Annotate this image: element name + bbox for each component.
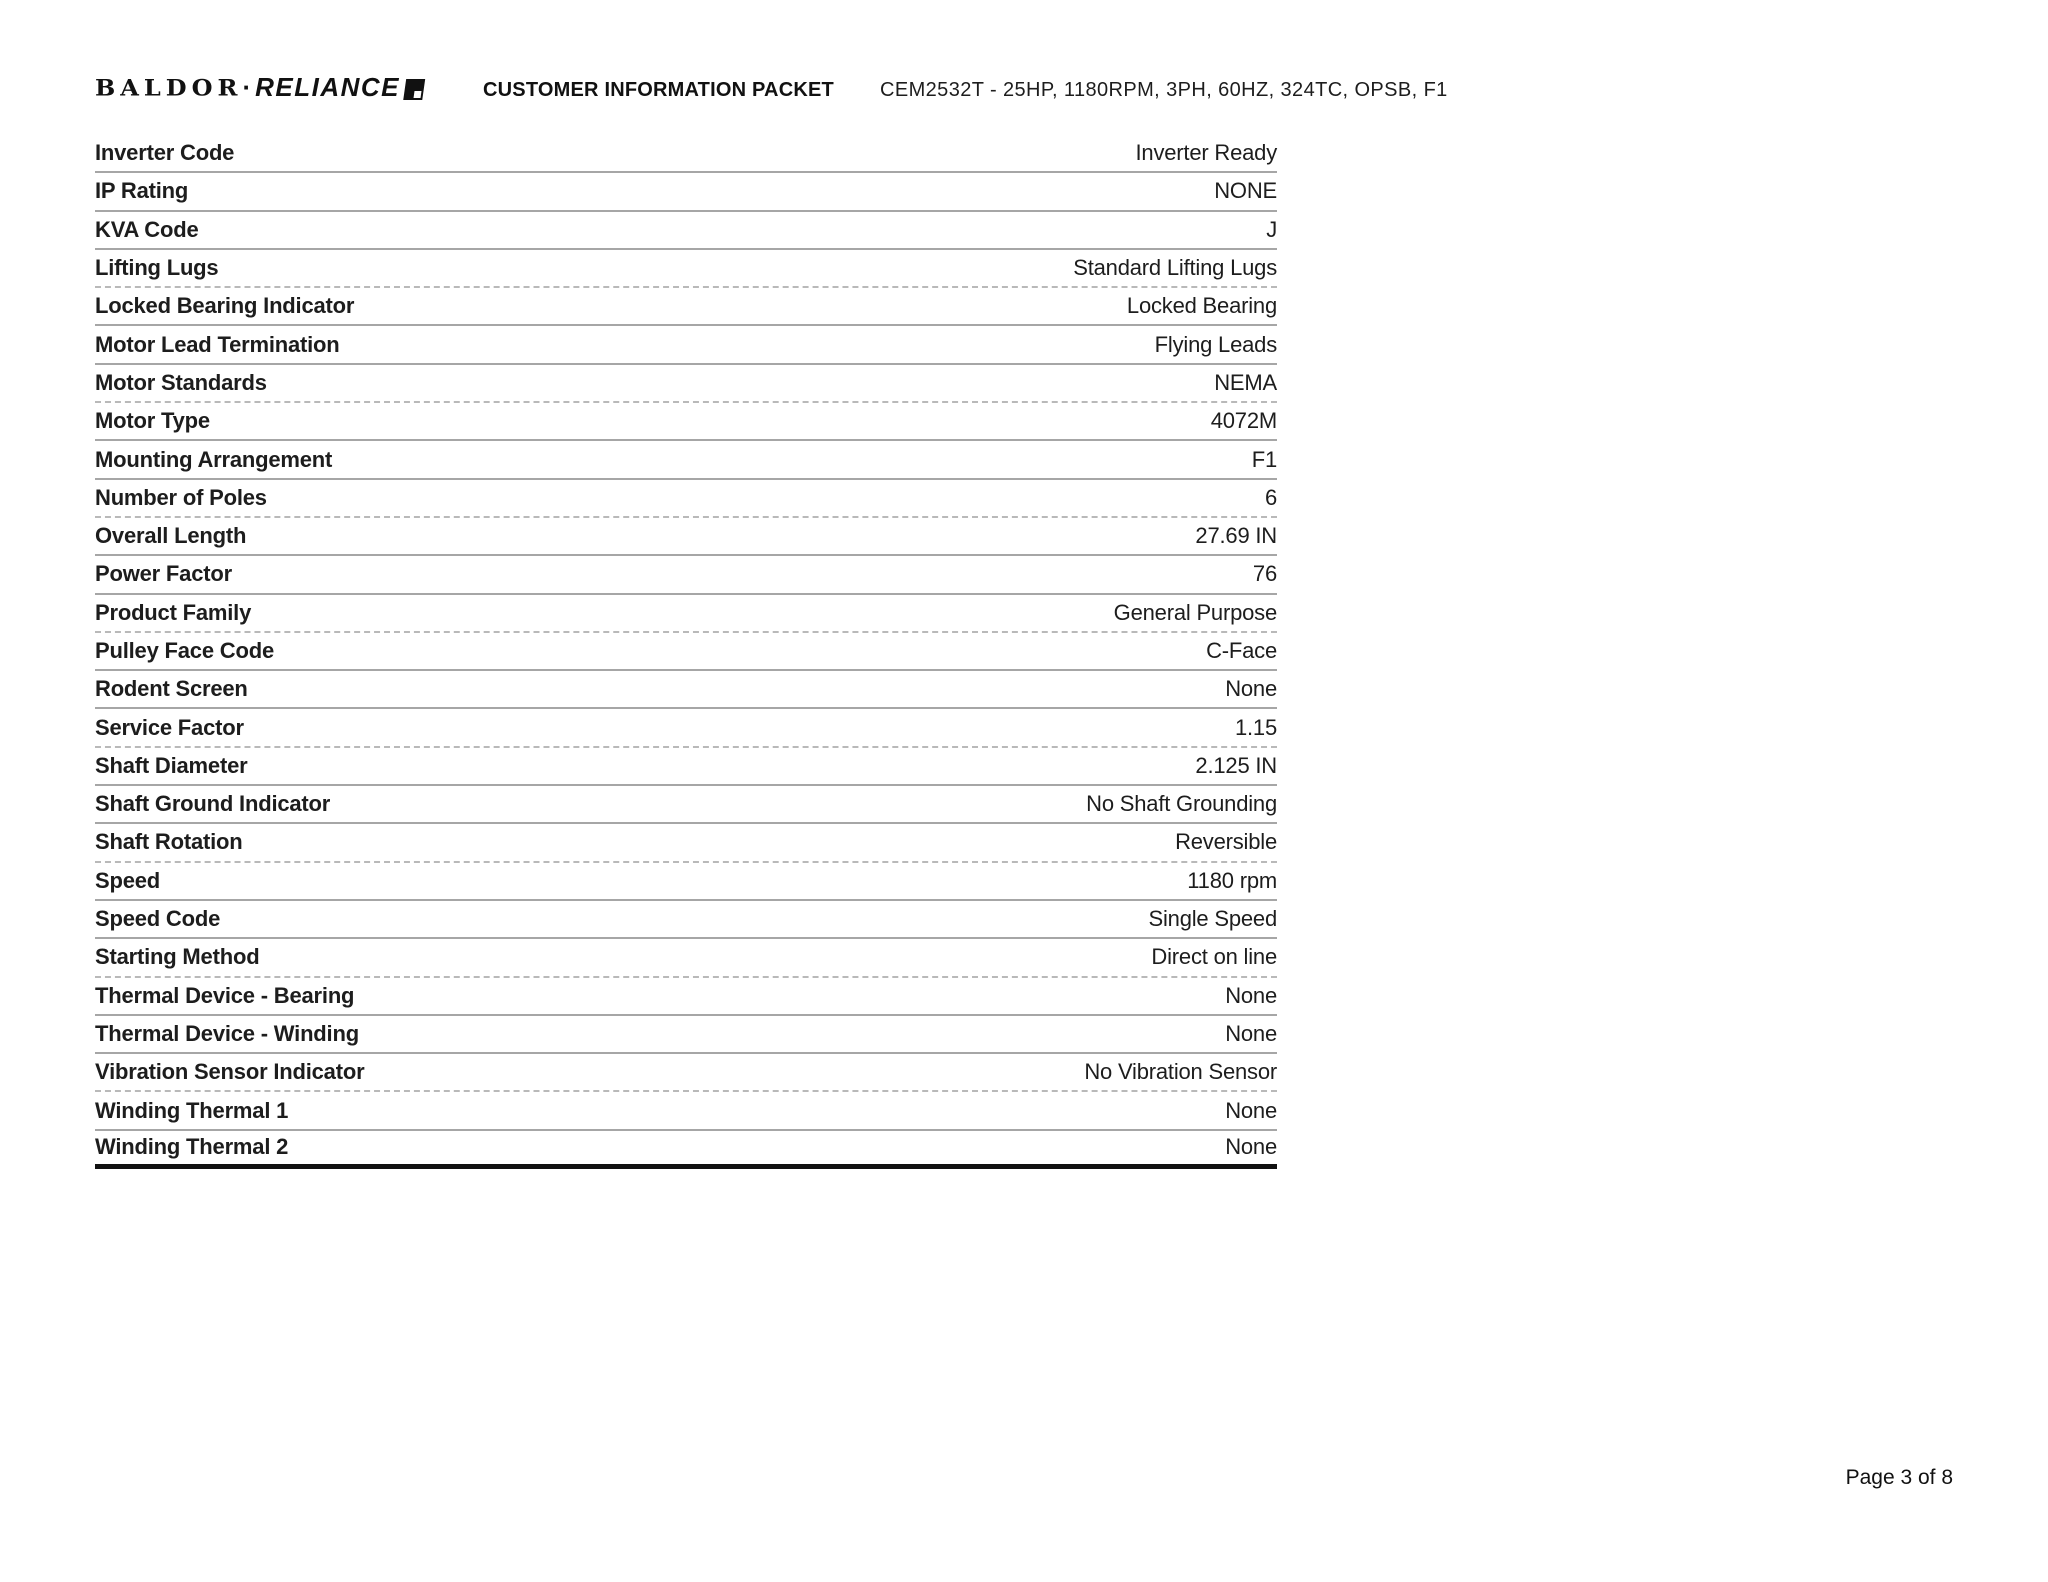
spec-value: No Shaft Grounding	[1086, 791, 1277, 817]
spec-value: 4072M	[1210, 408, 1277, 434]
spec-row	[95, 824, 1277, 862]
spec-label: Shaft Diameter	[95, 752, 248, 778]
spec-label: Rodent Screen	[95, 676, 248, 702]
spec-row	[95, 633, 1277, 671]
spec-label: Thermal Device - Bearing	[95, 982, 355, 1008]
spec-row	[95, 939, 1277, 977]
spec-label: KVA Code	[95, 216, 199, 242]
spec-label: Motor Standards	[95, 369, 267, 395]
spec-label: Motor Lead Termination	[95, 331, 340, 357]
spec-row	[95, 709, 1277, 747]
spec-row	[95, 1131, 1277, 1169]
spec-row	[95, 173, 1277, 211]
spec-label: Locked Bearing Indicator	[95, 293, 355, 319]
spec-label: Winding Thermal 1	[95, 1097, 289, 1123]
spec-value: No Vibration Sensor	[1084, 1059, 1277, 1085]
spec-value: C-Face	[1206, 638, 1277, 663]
packet-title: CUSTOMER INFORMATION PACKET	[483, 79, 834, 101]
spec-row	[95, 212, 1277, 250]
spec-label: Lifting Lugs	[95, 255, 219, 281]
spec-row	[95, 288, 1277, 326]
spec-value: 1180 rpm	[1187, 867, 1277, 893]
spec-row	[95, 135, 1277, 173]
spec-row	[95, 1054, 1277, 1092]
spec-value: NEMA	[1214, 369, 1277, 395]
spec-label: Inverter Code	[95, 140, 235, 166]
spec-value: 2.125 IN	[1195, 752, 1277, 778]
logo-separator-dot: ·	[242, 72, 252, 102]
spec-label: Shaft Rotation	[95, 829, 243, 855]
spec-value: Flying Leads	[1154, 331, 1277, 357]
spec-label: Number of Poles	[95, 484, 267, 510]
page-number: Page 3 of 8	[1845, 1466, 1953, 1489]
spec-row	[95, 595, 1277, 633]
spec-label: IP Rating	[95, 178, 189, 204]
spec-value: Standard Lifting Lugs	[1073, 255, 1277, 281]
spec-row	[95, 365, 1277, 403]
spec-value: 27.69 IN	[1195, 523, 1277, 549]
spec-label: Mounting Arrangement	[95, 446, 333, 472]
spec-label: Vibration Sensor Indicator	[95, 1059, 365, 1085]
spec-value: Inverter Ready	[1135, 140, 1277, 166]
spec-value: NONE	[1214, 178, 1277, 204]
spec-label: Winding Thermal 2	[95, 1134, 289, 1160]
spec-row	[95, 748, 1277, 786]
spec-value: Single Speed	[1148, 906, 1277, 932]
spec-row	[95, 403, 1277, 441]
spec-value: None	[1225, 982, 1277, 1008]
spec-row	[95, 250, 1277, 288]
spec-value: 6	[1264, 484, 1277, 510]
baldor-reliance-logo	[95, 72, 424, 103]
spec-label: Starting Method	[95, 944, 260, 970]
spec-row	[95, 441, 1277, 479]
reliance-registered-mark-icon	[403, 79, 425, 100]
spec-row	[95, 556, 1277, 594]
spec-row	[95, 1092, 1277, 1130]
spec-label: Speed Code	[95, 906, 221, 932]
spec-value: F1	[1251, 446, 1277, 472]
spec-value: Locked Bearing	[1126, 293, 1277, 319]
spec-value: None	[1225, 676, 1277, 702]
spec-row	[95, 863, 1277, 901]
spec-row	[95, 480, 1277, 518]
spec-value: None	[1225, 1134, 1277, 1160]
spec-value: Reversible	[1175, 829, 1277, 855]
spec-value: None	[1225, 1097, 1277, 1123]
logo-baldor-text: BALDOR	[95, 73, 243, 102]
spec-label: Motor Type	[95, 408, 210, 434]
spec-label: Pulley Face Code	[95, 638, 274, 663]
spec-value: 76	[1252, 561, 1277, 587]
spec-row	[95, 901, 1277, 939]
spec-row	[95, 1016, 1277, 1054]
spec-label: Overall Length	[95, 523, 247, 549]
spec-row	[95, 978, 1277, 1016]
product-code: CEM2532T - 25HP, 1180RPM, 3PH, 60HZ, 324TC, OPSB, F1	[880, 79, 1448, 101]
page-header	[0, 0, 2048, 120]
spec-row	[95, 518, 1277, 556]
spec-value: None	[1225, 1020, 1277, 1046]
spec-value: Direct on line	[1151, 944, 1277, 970]
spec-row	[95, 326, 1277, 364]
spec-value: General Purpose	[1113, 599, 1277, 625]
spec-label: Service Factor	[95, 714, 244, 740]
spec-table	[95, 135, 1277, 1169]
spec-label: Shaft Ground Indicator	[95, 791, 331, 817]
spec-label: Thermal Device - Winding	[95, 1020, 359, 1046]
logo-reliance-text: RELIANCE	[255, 72, 401, 102]
spec-label: Power Factor	[95, 561, 232, 587]
spec-value: 1.15	[1234, 714, 1277, 740]
spec-label: Speed	[95, 867, 161, 893]
spec-value: J	[1266, 216, 1277, 242]
spec-row	[95, 786, 1277, 824]
spec-row	[95, 671, 1277, 709]
spec-label: Product Family	[95, 599, 252, 625]
